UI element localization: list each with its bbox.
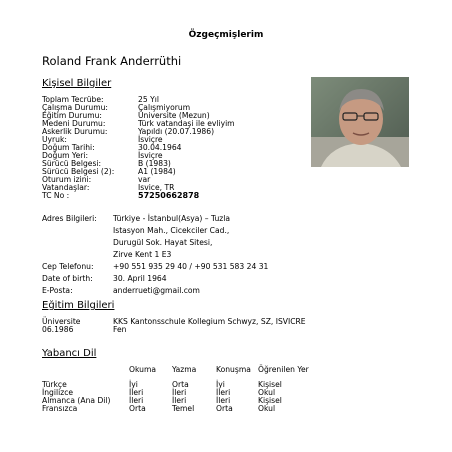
personal-label: Doğum Tarihi:	[42, 143, 95, 152]
email-value: anderrueti@gmail.com	[113, 286, 200, 295]
lang-cell: İleri	[129, 388, 144, 397]
education-label: Üniversite	[42, 317, 81, 326]
education-school: KKS Kantonsschule Kollegium Schwyz, SZ, ISVICRE	[113, 317, 306, 326]
lang-header: Yazma	[172, 365, 197, 374]
lang-cell: Temel	[172, 404, 195, 413]
lang-name: Türkçe	[42, 380, 67, 389]
personal-section-title: Kişisel Bilgiler	[42, 78, 112, 89]
tc-number: 57250662878	[138, 191, 200, 200]
address-line: Durugül Sok. Hayat Sitesi,	[113, 238, 213, 247]
personal-value: Yapıldı (20.07.1986)	[138, 127, 215, 136]
lang-cell: İyi	[216, 380, 225, 389]
personal-label: Doğum Yeri:	[42, 151, 89, 160]
lang-cell: Orta	[129, 404, 146, 413]
person-name: Roland Frank Anderrüthi	[42, 54, 182, 68]
address-line: Istasyon Mah., Cicekciler Cad.,	[113, 226, 230, 235]
dob-label: Date of birth:	[42, 274, 93, 283]
personal-value: Üniversite (Mezun)	[138, 111, 210, 120]
lang-name: Almanca (Ana Dil)	[42, 396, 111, 405]
lang-cell: Kişisel	[258, 380, 282, 389]
lang-cell: İyi	[129, 380, 138, 389]
phone-value: +90 551 935 29 40 / +90 531 583 24 31	[113, 262, 269, 271]
languages-section-title: Yabancı Dil	[42, 348, 97, 359]
personal-label: Toplam Tecrübe:	[42, 95, 104, 104]
education-section-title: Eğitim Bilgileri	[42, 300, 115, 311]
personal-value: B (1983)	[138, 159, 171, 168]
page-title: Özgeçmişlerim	[188, 30, 264, 40]
lang-cell: İleri	[129, 396, 144, 405]
phone-label: Cep Telefonu:	[42, 262, 94, 271]
personal-value: Isvice, TR	[138, 183, 175, 192]
personal-value: A1 (1984)	[138, 167, 176, 176]
profile-photo	[311, 77, 409, 167]
lang-header: Öğrenilen Yer	[258, 365, 309, 374]
address-line: Zirve Kent 1 E3	[113, 250, 172, 259]
personal-label: Askerlik Durumu:	[42, 127, 108, 136]
lang-cell: İleri	[216, 396, 231, 405]
lang-cell: İleri	[172, 388, 187, 397]
education-date: 06.1986	[42, 325, 74, 334]
personal-value: İsviçre	[138, 151, 163, 160]
personal-label: TC No :	[42, 191, 70, 200]
email-label: E-Posta:	[42, 286, 73, 295]
personal-label: Vatandaşlar:	[42, 183, 90, 192]
personal-value: 25 Yıl	[138, 95, 159, 104]
profile-photo-image	[311, 77, 409, 167]
personal-label: Oturum izini:	[42, 175, 92, 184]
personal-value: Çalışmiyorum	[138, 103, 191, 112]
personal-value: İsviçre	[138, 135, 163, 144]
lang-header: Okuma	[129, 365, 157, 374]
lang-name: İngilizce	[42, 388, 74, 397]
personal-label: Medeni Durumu:	[42, 119, 106, 128]
personal-label: Sürücü Belgesi (2):	[42, 167, 115, 176]
lang-name: Fransızca	[42, 404, 78, 413]
personal-label: Uyruk:	[42, 135, 67, 144]
lang-cell: Okul	[258, 388, 276, 397]
lang-cell: İleri	[172, 396, 187, 405]
lang-cell: Orta	[172, 380, 189, 389]
personal-label: Eğitim Durumu:	[42, 111, 102, 120]
personal-value: 30.04.1964	[138, 143, 182, 152]
address-label: Adres Bilgileri:	[42, 214, 97, 223]
lang-header: Konuşma	[216, 365, 251, 374]
lang-cell: Okul	[258, 404, 276, 413]
personal-value: var	[138, 175, 151, 184]
dob-value: 30. April 1964	[113, 274, 167, 283]
address-line: Türkiye - İstanbul(Asya) – Tuzla	[113, 214, 231, 223]
lang-cell: Orta	[216, 404, 233, 413]
personal-label: Sürücü Belgesi:	[42, 159, 102, 168]
personal-value: Türk vatandaşi ile evliyim	[138, 119, 235, 128]
lang-cell: Kişisel	[258, 396, 282, 405]
personal-label: Çalışma Durumu:	[42, 103, 108, 112]
lang-cell: İleri	[216, 388, 231, 397]
education-field: Fen	[113, 325, 127, 334]
